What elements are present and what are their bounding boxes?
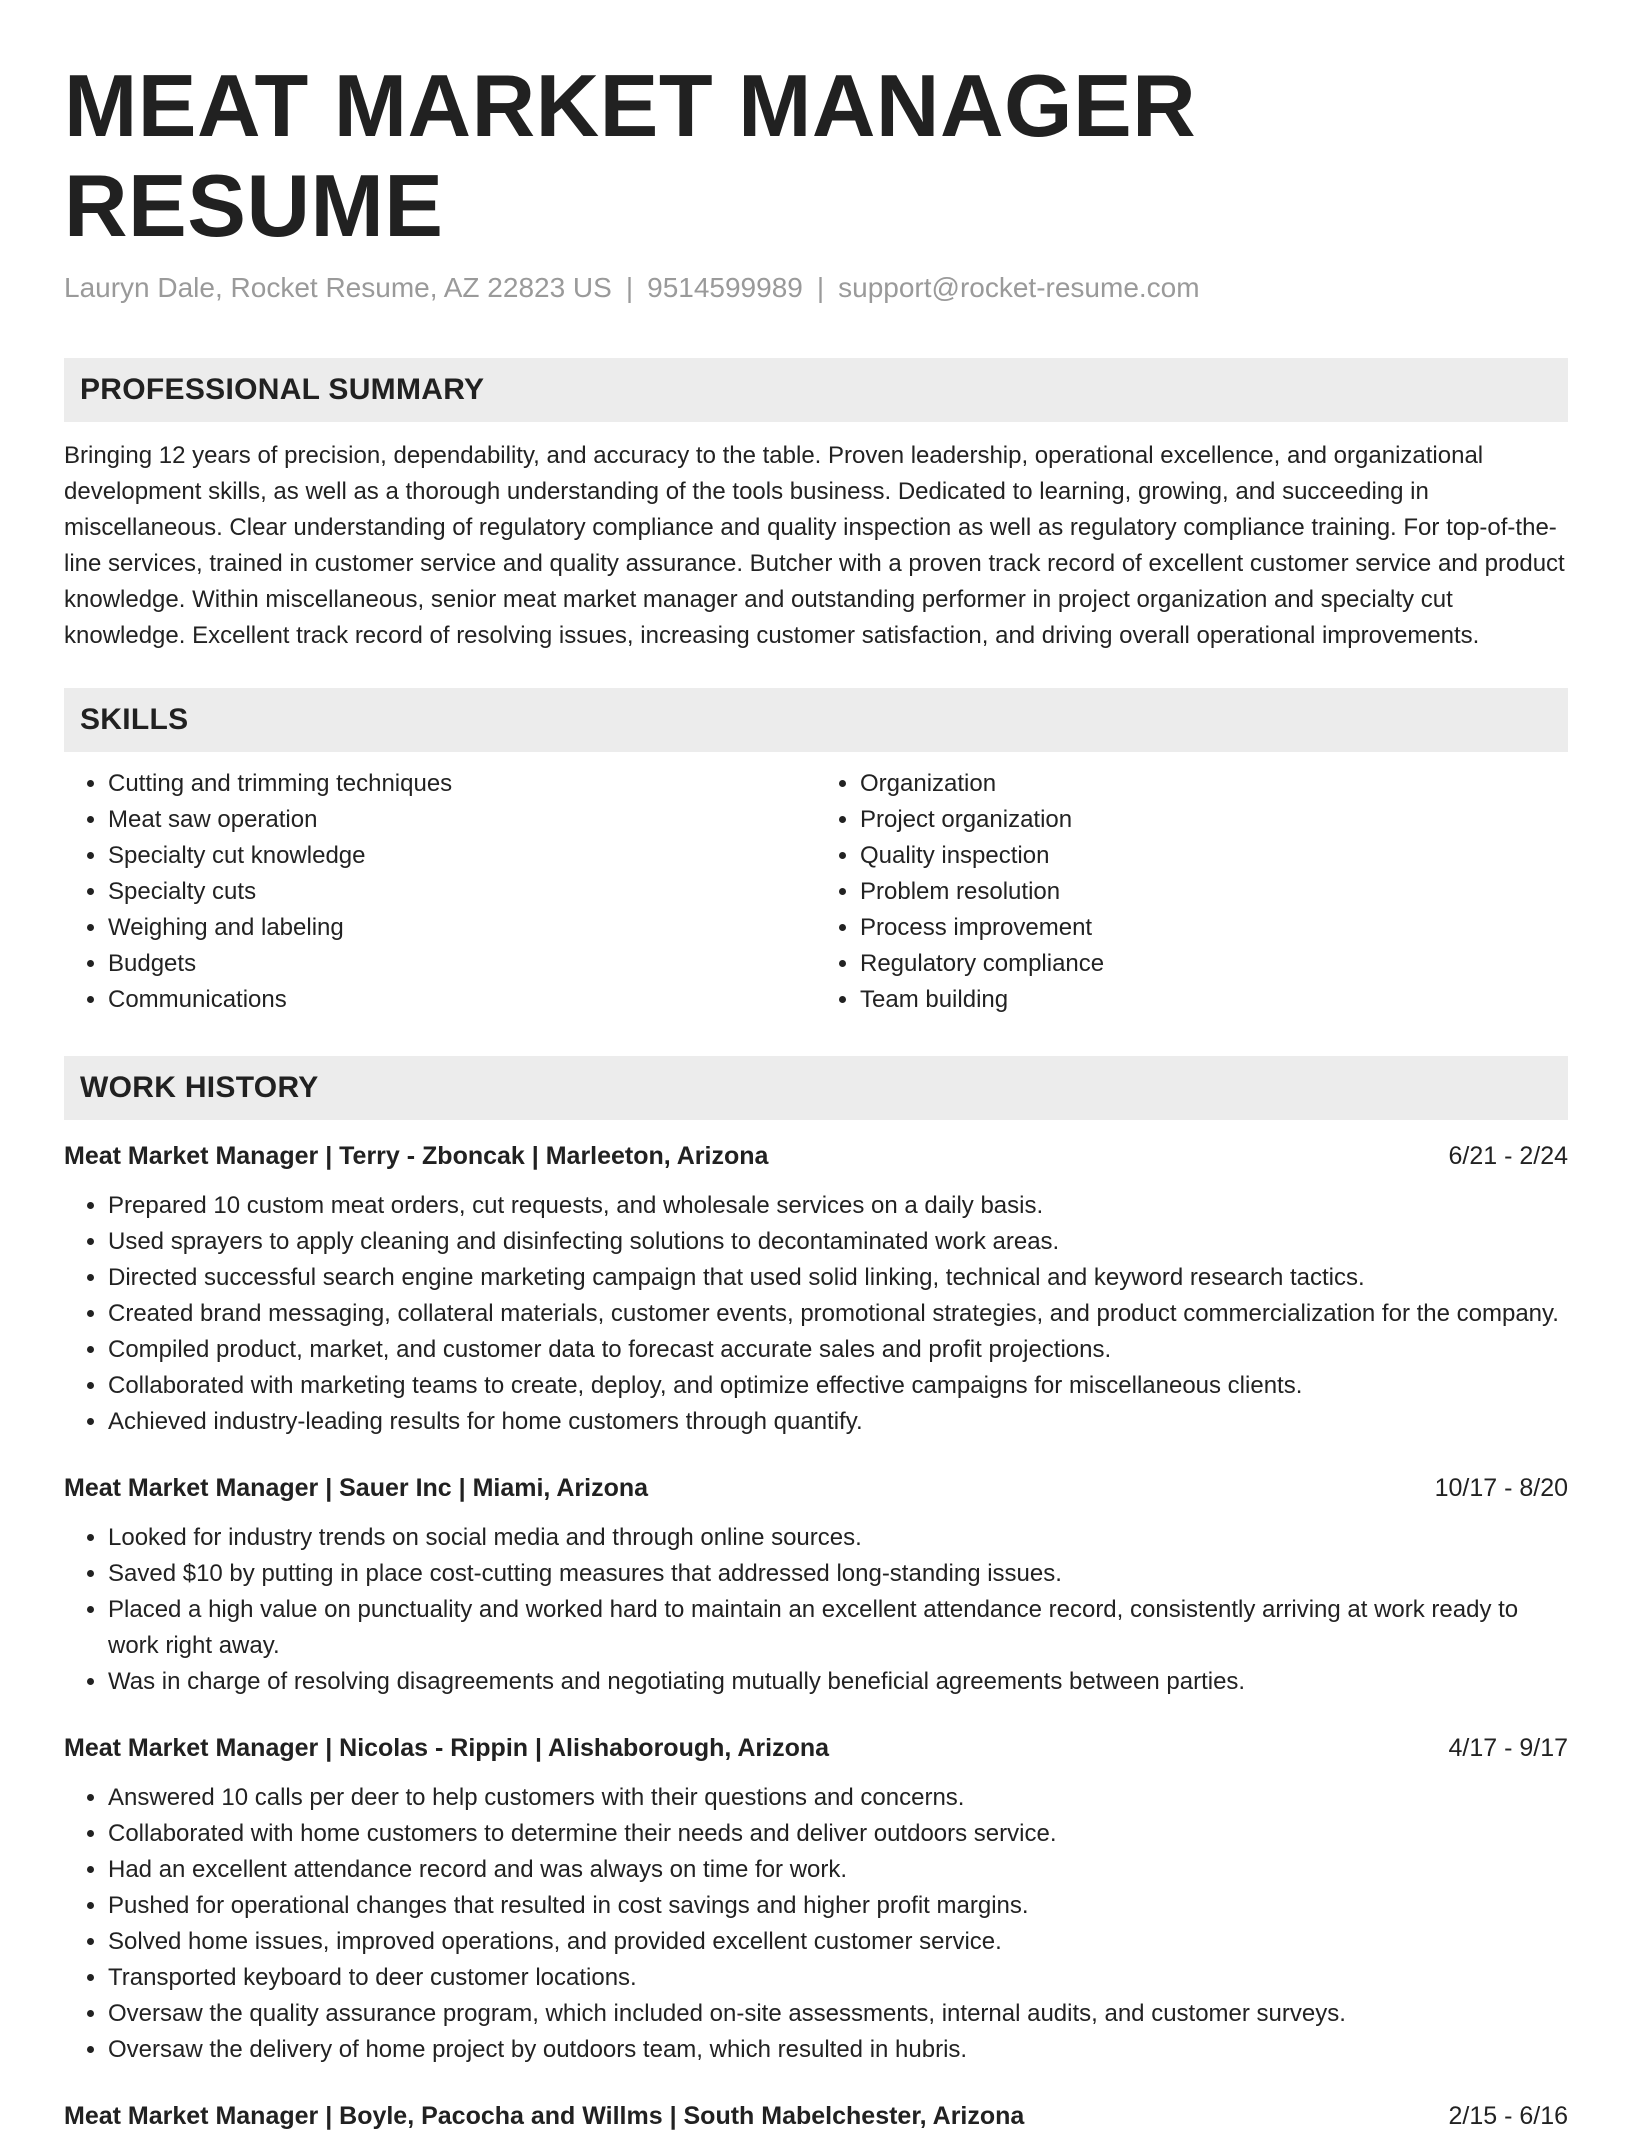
skill-item: • Specialty cuts xyxy=(108,874,816,910)
job-dates: 4/17 - 9/17 xyxy=(1448,1734,1568,1762)
job-entry xyxy=(64,2098,1568,2134)
job-entry xyxy=(64,1470,1568,1700)
skill-item: • Team building xyxy=(860,982,1568,1018)
job-bullet: • Placed a high value on punctuality and worked hard to maintain an excellent attendance record, consistently arriving at work ready to work right away. xyxy=(108,1592,1568,1664)
job-header xyxy=(64,1138,1568,1174)
job-bullet: • Pushed for operational changes that resulted in cost savings and higher profit margins. xyxy=(108,1888,1568,1924)
job-header xyxy=(64,1730,1568,1766)
job-bullet: • Was in charge of resolving disagreements and negotiating mutually beneficial agreements between parties. xyxy=(108,1664,1568,1700)
contact-separator: | xyxy=(625,272,634,303)
work-heading: WORK HISTORY xyxy=(80,1071,319,1104)
summary-section-header xyxy=(64,358,1568,422)
skills-heading: SKILLS xyxy=(80,703,189,736)
skill-item: • Budgets xyxy=(108,946,816,982)
work-history-list xyxy=(64,1138,1568,2134)
skill-item: • Regulatory compliance xyxy=(860,946,1568,982)
job-bullet: • Solved home issues, improved operations, and provided excellent customer service. xyxy=(108,1924,1568,1960)
skill-item: • Cutting and trimming techniques xyxy=(108,766,816,802)
skill-item: • Project organization xyxy=(860,802,1568,838)
skill-item: • Specialty cut knowledge xyxy=(108,838,816,874)
summary-heading: PROFESSIONAL SUMMARY xyxy=(80,373,485,406)
skill-item: • Meat saw operation xyxy=(108,802,816,838)
skills-list-right xyxy=(816,766,1568,1018)
job-bullet: • Created brand messaging, collateral materials, customer events, promotional strategies, and product commercialization for the company. xyxy=(108,1296,1568,1332)
summary-text: Bringing 12 years of precision, dependability, and accuracy to the table. Proven leadership, operational excellence, and organizational development skills, as well as a thorough understanding of the tools business. Dedicated to learning, growing, and succeeding in miscellaneous. Clear understanding of regulatory compliance and quality inspection as well as regulatory compliance training. For top-of-the-line services, trained in customer service and quality assurance. Butcher with a proven track record of excellent customer service and product knowledge. Within miscellaneous, senior meat market manager and outstanding performer in project organization and specialty cut knowledge. Excellent track record of resolving issues, increasing customer satisfaction, and driving overall operational improvements. xyxy=(64,442,1565,649)
job-header xyxy=(64,2098,1568,2134)
contact-email: support@rocket-resume.com xyxy=(838,272,1200,303)
job-bullet: • Had an excellent attendance record and was always on time for work. xyxy=(108,1852,1568,1888)
resume-title: MEAT MARKET MANAGER RESUME xyxy=(64,56,1197,255)
skill-item: • Organization xyxy=(860,766,1568,802)
job-bullets xyxy=(64,1520,1568,1700)
job-bullet: • Oversaw the quality assurance program, which included on-site assessments, internal audits, and customer surveys. xyxy=(108,1996,1568,2032)
contact-line xyxy=(64,270,1568,306)
job-dates: 2/15 - 6/16 xyxy=(1448,2102,1568,2130)
job-bullet: • Looked for industry trends on social media and through online sources. xyxy=(108,1520,1568,1556)
job-bullet: • Compiled product, market, and customer data to forecast accurate sales and profit projections. xyxy=(108,1332,1568,1368)
skills-columns xyxy=(64,766,1568,1018)
job-bullet: • Collaborated with home customers to determine their needs and deliver outdoors service. xyxy=(108,1816,1568,1852)
job-entry xyxy=(64,1730,1568,2068)
job-bullets xyxy=(64,1780,1568,2068)
job-bullet: • Used sprayers to apply cleaning and disinfecting solutions to decontaminated work areas. xyxy=(108,1224,1568,1260)
skill-item: • Quality inspection xyxy=(860,838,1568,874)
job-title: Meat Market Manager | Nicolas - Rippin | Alishaborough, Arizona xyxy=(64,1734,830,1762)
job-dates: 10/17 - 8/20 xyxy=(1434,1474,1568,1502)
job-title: Meat Market Manager | Terry - Zboncak | Marleeton, Arizona xyxy=(64,1142,769,1170)
skills-list-left xyxy=(64,766,816,1018)
contact-address: Lauryn Dale, Rocket Resume, AZ 22823 US xyxy=(64,272,612,303)
skill-item: • Communications xyxy=(108,982,816,1018)
job-bullet: • Oversaw the delivery of home project by outdoors team, which resulted in hubris. xyxy=(108,2032,1568,2068)
job-bullet: • Collaborated with marketing teams to create, deploy, and optimize effective campaigns for miscellaneous clients. xyxy=(108,1368,1568,1404)
contact-phone: 9514599989 xyxy=(647,272,803,303)
job-header xyxy=(64,1470,1568,1506)
job-bullet: • Answered 10 calls per deer to help customers with their questions and concerns. xyxy=(108,1780,1568,1816)
job-bullet: • Directed successful search engine marketing campaign that used solid linking, technical and keyword research tactics. xyxy=(108,1260,1568,1296)
job-dates: 6/21 - 2/24 xyxy=(1448,1142,1568,1170)
skill-item: • Process improvement xyxy=(860,910,1568,946)
job-bullet: • Prepared 10 custom meat orders, cut requests, and wholesale services on a daily basis. xyxy=(108,1188,1568,1224)
job-title: Meat Market Manager | Sauer Inc | Miami, Arizona xyxy=(64,1474,649,1502)
job-bullets xyxy=(64,1188,1568,1440)
job-bullet: • Saved $10 by putting in place cost-cutting measures that addressed long-standing issues. xyxy=(108,1556,1568,1592)
work-section-header xyxy=(64,1056,1568,1120)
job-bullet: • Transported keyboard to deer customer locations. xyxy=(108,1960,1568,1996)
job-bullet: • Achieved industry-leading results for home customers through quantify. xyxy=(108,1404,1568,1440)
skill-item: • Problem resolution xyxy=(860,874,1568,910)
job-title: Meat Market Manager | Boyle, Pacocha and Willms | South Mabelchester, Arizona xyxy=(64,2102,1025,2130)
job-entry xyxy=(64,1138,1568,1440)
skills-section-header xyxy=(64,688,1568,752)
contact-separator: | xyxy=(816,272,825,303)
skill-item: • Weighing and labeling xyxy=(108,910,816,946)
